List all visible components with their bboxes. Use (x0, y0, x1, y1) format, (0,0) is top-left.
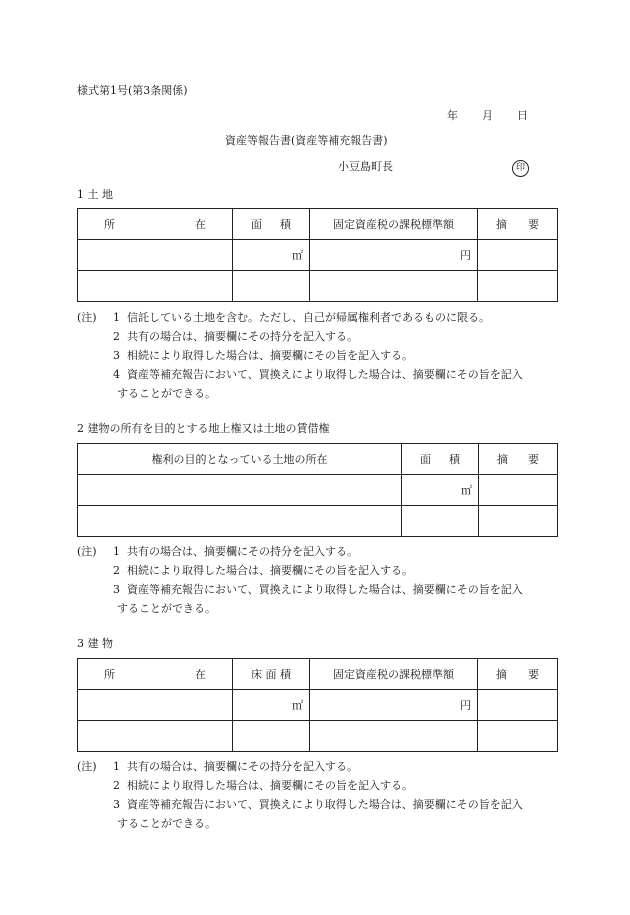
table-header-row (78, 444, 558, 475)
col-remarks: 摘 要 (479, 444, 558, 475)
tax-base-cell[interactable] (310, 721, 478, 752)
floor-area-cell[interactable]: ㎡ (233, 690, 310, 721)
document-title: 資産等報告書(資産等補充報告書) (225, 134, 388, 147)
note-text: 共有の場合は、摘要欄にその持分を記入する。 (127, 545, 358, 558)
note-text-continued: することができる。 (117, 387, 216, 400)
table-header-row (78, 209, 558, 240)
table-row (78, 721, 558, 752)
col-area: 面 積 (233, 209, 310, 240)
section-heading-leasehold: 2 建物の所有を目的とする地上権又は土地の賃借権 (77, 422, 330, 435)
col-tax-base: 固定資産税の課税標準額 (310, 659, 478, 690)
note-text: 相続により取得した場合は、摘要欄にその旨を記入する。 (127, 349, 413, 362)
leasehold-table (77, 443, 558, 537)
note-text: 信託している土地を含む。ただし、自己が帰属権利者であるものに限る。 (127, 311, 490, 324)
section-heading-building: 3 建 物 (77, 637, 113, 650)
date-day: 日 (517, 109, 528, 122)
col-location: 所 在 (78, 659, 233, 690)
col-tax-base: 固定資産税の課税標準額 (310, 209, 478, 240)
location-cell[interactable] (78, 721, 233, 752)
area-cell[interactable] (233, 271, 310, 302)
land-location-cell[interactable] (78, 506, 402, 537)
table-row (78, 475, 558, 506)
remarks-cell[interactable] (479, 475, 558, 506)
remarks-cell[interactable] (478, 240, 558, 271)
land-location-cell[interactable] (78, 475, 402, 506)
table-row (78, 506, 558, 537)
date-year: 年 (447, 109, 458, 122)
form-number: 様式第1号(第3条関係) (77, 84, 188, 97)
area-cell[interactable]: ㎡ (402, 475, 479, 506)
col-location: 所 在 (78, 209, 233, 240)
area-cell[interactable]: ㎡ (233, 240, 310, 271)
table-row (78, 271, 558, 302)
notes-land: (注) 1 信託している土地を含む。ただし、自己が帰属権利者であるものに限る。 2 共有の場合は、摘要欄にその持分を記入する。 3 相続により取得した場合は、摘要欄にその旨を記入する。 4 資産等補充報告において、買換えにより取得した場合は、摘要欄にその旨を記入 することができる。 (77, 308, 523, 403)
notes-label: (注) (77, 311, 97, 324)
remarks-cell[interactable] (478, 271, 558, 302)
section-heading-land: 1 土 地 (77, 188, 113, 201)
notes-building: (注) 1 共有の場合は、摘要欄にその持分を記入する。 2 相続により取得した場合は、摘要欄にその旨を記入する。 3 資産等補充報告において、買換えにより取得した場合は、摘要欄にその旨を記入 することができる。 (77, 757, 523, 833)
date-month: 月 (482, 109, 493, 122)
col-remarks: 摘 要 (478, 209, 558, 240)
table-row (78, 690, 558, 721)
seal-mark: 印 (512, 160, 529, 177)
notes-label: (注) (77, 545, 97, 558)
tax-base-cell[interactable] (310, 271, 478, 302)
col-land-location: 権利の目的となっている土地の所在 (78, 444, 402, 475)
tax-base-cell[interactable]: 円 (310, 690, 478, 721)
area-cell[interactable] (402, 506, 479, 537)
tax-base-cell[interactable]: 円 (310, 240, 478, 271)
col-floor-area: 床 面 積 (233, 659, 310, 690)
notes-label: (注) (77, 760, 97, 773)
note-text: 相続により取得した場合は、摘要欄にその旨を記入する。 (127, 564, 413, 577)
note-text: 資産等補充報告において、買換えにより取得した場合は、摘要欄にその旨を記入 (127, 368, 523, 381)
table-row (78, 240, 558, 271)
remarks-cell[interactable] (478, 721, 558, 752)
note-text: 資産等補充報告において、買換えにより取得した場合は、摘要欄にその旨を記入 (127, 798, 523, 811)
note-text: 相続により取得した場合は、摘要欄にその旨を記入する。 (127, 779, 413, 792)
location-cell[interactable] (78, 690, 233, 721)
note-text-continued: することができる。 (117, 602, 216, 615)
location-cell[interactable] (78, 271, 233, 302)
col-area: 面 積 (402, 444, 479, 475)
location-cell[interactable] (78, 240, 233, 271)
notes-leasehold: (注) 1 共有の場合は、摘要欄にその持分を記入する。 2 相続により取得した場合は、摘要欄にその旨を記入する。 3 資産等補充報告において、買換えにより取得した場合は、摘要欄にその旨を記入 することができる。 (77, 542, 523, 618)
recipient: 小豆島町長 (338, 160, 393, 173)
col-remarks: 摘 要 (478, 659, 558, 690)
floor-area-cell[interactable] (233, 721, 310, 752)
remarks-cell[interactable] (479, 506, 558, 537)
remarks-cell[interactable] (478, 690, 558, 721)
table-header-row (78, 659, 558, 690)
note-text: 資産等補充報告において、買換えにより取得した場合は、摘要欄にその旨を記入 (127, 583, 523, 596)
note-text: 共有の場合は、摘要欄にその持分を記入する。 (127, 760, 358, 773)
note-text-continued: することができる。 (117, 817, 216, 830)
note-text: 共有の場合は、摘要欄にその持分を記入する。 (127, 330, 358, 343)
land-table (77, 208, 558, 302)
building-table (77, 658, 558, 752)
